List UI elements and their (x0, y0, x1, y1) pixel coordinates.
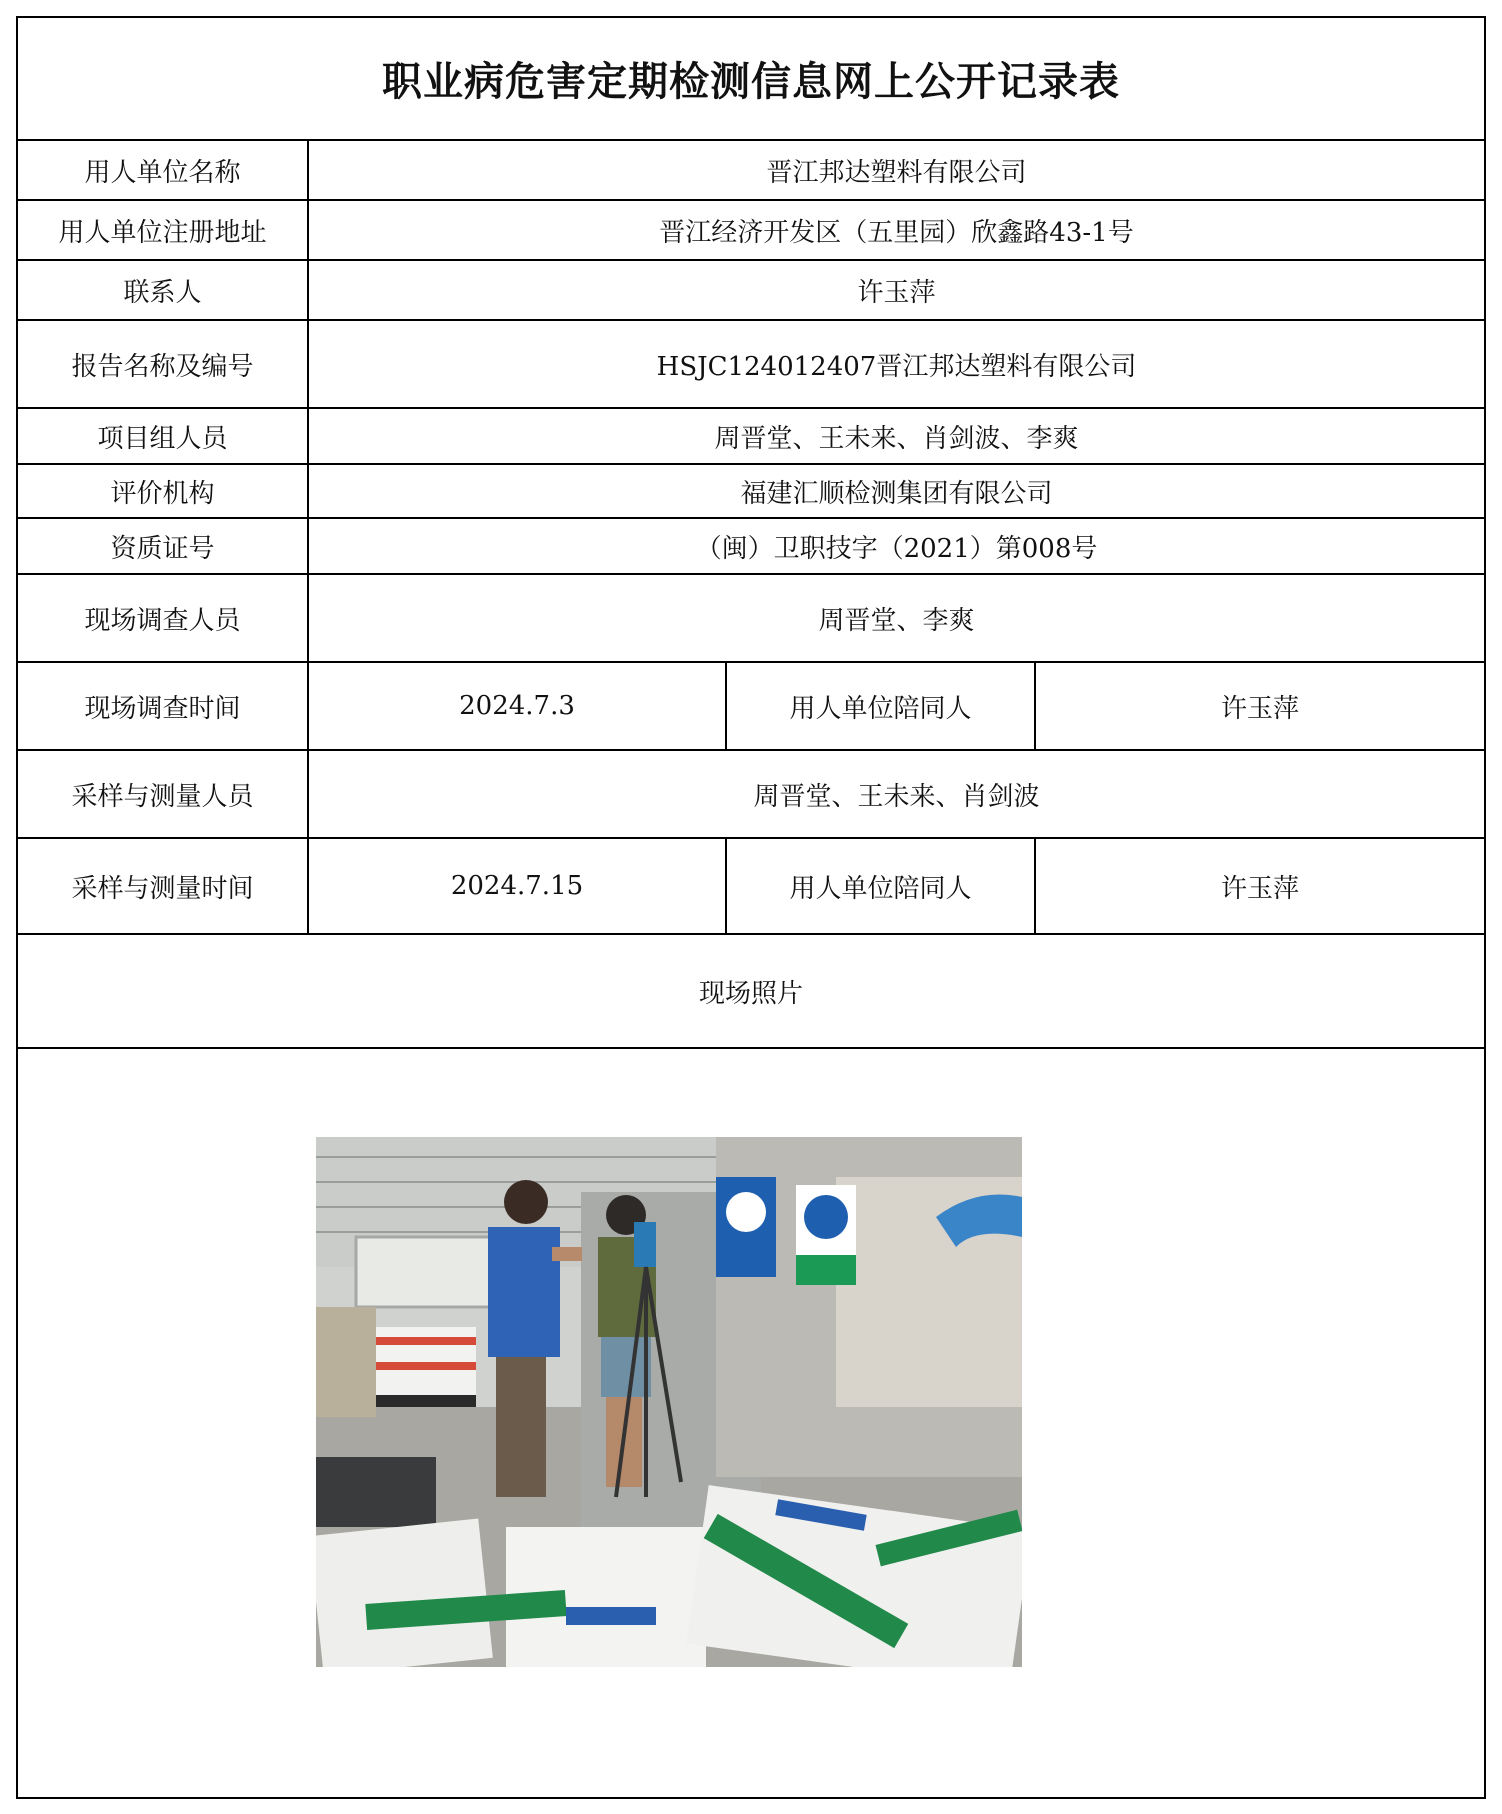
qualification-value: （闽）卫职技字（2021）第008号 (308, 518, 1484, 574)
survey-time-value: 2024.7.3 (308, 662, 726, 750)
survey-companion-label: 用人单位陪同人 (726, 662, 1035, 750)
employer-address-value: 晋江经济开发区（五里园）欣鑫路43-1号 (308, 200, 1484, 260)
survey-staff-label: 现场调查人员 (18, 574, 308, 662)
employer-name-value: 晋江邦达塑料有限公司 (308, 140, 1484, 200)
sampling-staff-label: 采样与测量人员 (18, 750, 308, 838)
qualification-label: 资质证号 (18, 518, 308, 574)
project-team-value: 周晋堂、王未来、肖剑波、李爽 (308, 408, 1484, 464)
institution-value: 福建汇顺检测集团有限公司 (308, 464, 1484, 518)
employer-address-label: 用人单位注册地址 (18, 200, 308, 260)
institution-label: 评价机构 (18, 464, 308, 518)
site-photo (316, 1137, 1022, 1667)
sampling-staff-value: 周晋堂、王未来、肖剑波 (308, 750, 1484, 838)
site-photo-illustration (316, 1137, 1022, 1667)
sampling-companion-value: 许玉萍 (1035, 838, 1484, 934)
survey-staff-value: 周晋堂、李爽 (308, 574, 1484, 662)
page-title: 职业病危害定期检测信息网上公开记录表 (18, 18, 1484, 140)
employer-name-label: 用人单位名称 (18, 140, 308, 200)
photo-cell (18, 1048, 1484, 1777)
contact-value: 许玉萍 (308, 260, 1484, 320)
report-value: HSJC124012407晋江邦达塑料有限公司 (308, 320, 1484, 408)
record-sheet (16, 16, 1486, 1799)
report-label: 报告名称及编号 (18, 320, 308, 408)
project-team-label: 项目组人员 (18, 408, 308, 464)
sampling-companion-label: 用人单位陪同人 (726, 838, 1035, 934)
photo-header: 现场照片 (18, 934, 1484, 1048)
contact-label: 联系人 (18, 260, 308, 320)
survey-companion-value: 许玉萍 (1035, 662, 1484, 750)
sampling-time-value: 2024.7.15 (308, 838, 726, 934)
sampling-time-label: 采样与测量时间 (18, 838, 308, 934)
record-table (18, 18, 1484, 1777)
survey-time-label: 现场调查时间 (18, 662, 308, 750)
